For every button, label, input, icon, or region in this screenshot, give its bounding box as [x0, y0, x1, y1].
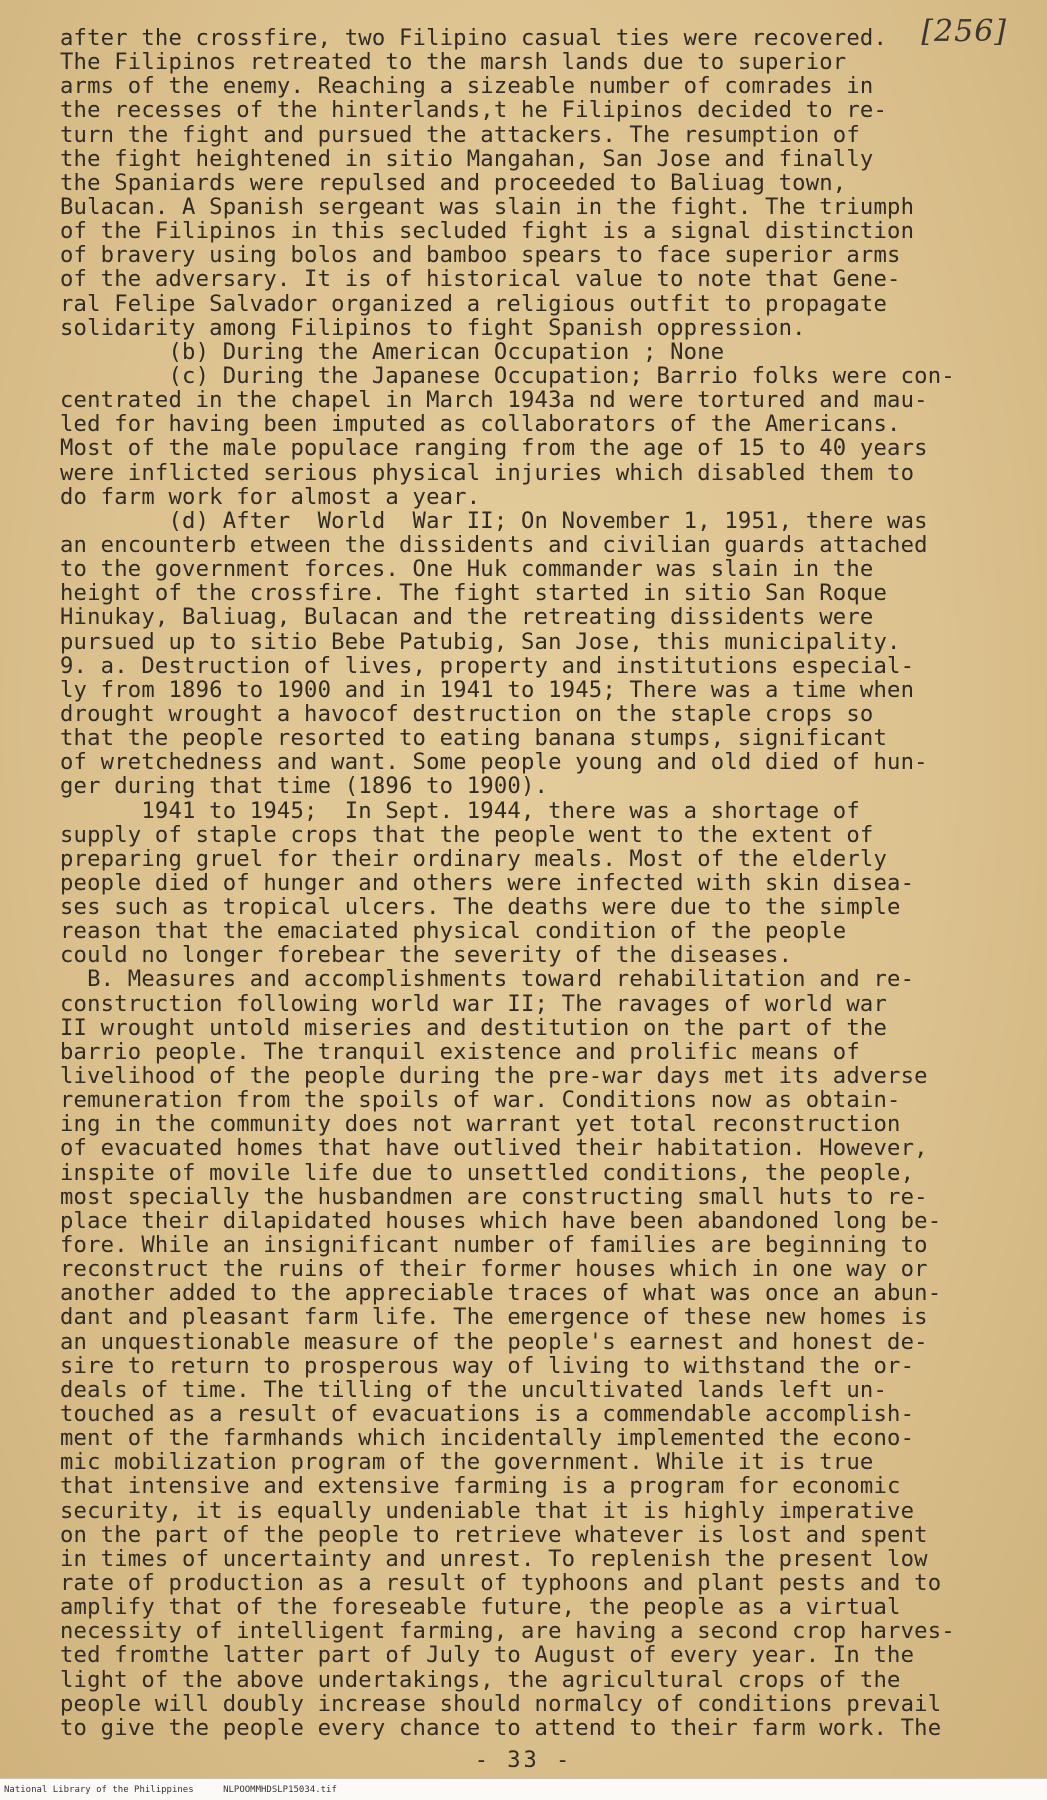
text-line: of wretchedness and want. Some people young and old died of hun-: [60, 749, 928, 776]
page-number: - 33 -: [474, 1748, 573, 1773]
text-line: Bulacan. A Spanish sergeant was slain in the fight. The triumph: [60, 193, 915, 220]
text-line: turn the fight and pursued the attackers. The resumption of: [60, 121, 860, 148]
text-line: ing in the community does not warrant yet total reconstruction: [60, 1111, 901, 1138]
text-line: dant and pleasant farm life. The emergence of these new homes is: [60, 1304, 928, 1331]
text-line: in times of uncertainty and unrest. To replenish the present low: [60, 1545, 928, 1572]
text-line: light of the above undertakings, the agricultural crops of the: [60, 1666, 901, 1693]
text-line: ses such as tropical ulcers. The deaths were due to the simple: [60, 894, 901, 921]
text-line: 9. a. Destruction of lives, property and institutions especial-: [60, 652, 915, 679]
scan-footer: [0, 1778, 1047, 1800]
text-line: arms of the enemy. Reaching a sizeable number of comrades in: [60, 73, 874, 100]
text-line: fore. While an insignificant number of families are beginning to: [60, 1232, 928, 1259]
text-line: of evacuated homes that have outlived their habitation. However,: [60, 1135, 928, 1162]
text-line: people will doubly increase should normalcy of conditions prevail: [60, 1690, 942, 1717]
text-line: led for having been imputed as collaborators of the Americans.: [60, 411, 901, 438]
text-line: pursued up to sitio Bebe Patubig, San Jose, this municipality.: [60, 628, 901, 655]
text-line: drought wrought a havocof destruction on the staple crops so: [60, 700, 874, 727]
text-line: do farm work for almost a year.: [60, 483, 481, 510]
text-line: reconstruct the ruins of their former houses which in one way or: [60, 1256, 928, 1283]
typed-body-text: [60, 26, 1000, 1740]
text-line: after the crossfire, two Filipino casual ties were recovered.: [60, 25, 888, 51]
text-line: to give the people every chance to attend to their farm work. The: [60, 1714, 942, 1741]
text-line: (d) After World War II; On November 1, 1951, there was: [60, 507, 928, 534]
text-line: on the part of the people to retrieve whatever is lost and spent: [60, 1521, 928, 1548]
text-line: an encounterb etween the dissidents and civilian guards attached: [60, 531, 928, 558]
footer-filename: NLPOOMMHDSLP15034.tif: [223, 1785, 337, 1795]
text-line: height of the crossfire. The fight started in sitio San Roque: [60, 580, 888, 607]
text-line: that intensive and extensive farming is a program for economic: [60, 1473, 901, 1500]
text-line: inspite of movile life due to unsettled conditions, the people,: [60, 1159, 915, 1186]
text-line: preparing gruel for their ordinary meals. Most of the elderly: [60, 845, 888, 872]
handwritten-page-note: [256]: [921, 14, 1007, 49]
text-line: place their dilapidated houses which have been abandoned long be-: [60, 1207, 942, 1234]
text-line: the fight heightened in sitio Mangahan, San Jose and finally: [60, 145, 874, 172]
text-line: ly from 1896 to 1900 and in 1941 to 1945; There was a time when: [60, 676, 915, 703]
text-line: 1941 to 1945; In Sept. 1944, there was a shortage of: [60, 797, 860, 824]
text-line: centrated in the chapel in March 1943a nd were tortured and mau-: [60, 387, 928, 414]
text-line: ted fromthe latter part of July to August of every year. In the: [60, 1642, 915, 1669]
text-line: The Filipinos retreated to the marsh lands due to superior: [60, 49, 847, 76]
text-line: that the people resorted to eating banana stumps, significant: [60, 725, 888, 752]
text-line: Hinukay, Baliuag, Bulacan and the retreating dissidents were: [60, 604, 874, 631]
text-line: (b) During the American Occupation ; None: [60, 338, 725, 365]
text-line: deals of time. The tilling of the uncultivated lands left un-: [60, 1376, 888, 1403]
text-line: of the adversary. It is of historical value to note that Gene-: [60, 266, 901, 293]
text-line: people died of hunger and others were infected with skin disea-: [60, 869, 915, 896]
text-line: ment of the farmhands which incidentally implemented the econo-: [60, 1425, 915, 1452]
text-line: B. Measures and accomplishments toward rehabilitation and re-: [60, 966, 915, 993]
text-line: were inflicted serious physical injuries which disabled them to: [60, 459, 915, 486]
text-line: an unquestionable measure of the people's earnest and honest de-: [60, 1328, 928, 1355]
text-line: necessity of intelligent farming, are having a second crop harves-: [60, 1618, 955, 1645]
text-line: livelihood of the people during the pre-war days met its adverse: [60, 1063, 928, 1090]
text-line: ger during that time (1896 to 1900).: [60, 773, 549, 800]
text-line: of the Filipinos in this secluded fight is a signal distinction: [60, 218, 915, 245]
text-line: Most of the male populace ranging from the age of 15 to 40 years: [60, 435, 928, 462]
text-line: sire to return to prosperous way of living to withstand the or-: [60, 1352, 915, 1379]
text-line: rate of production as a result of typhoons and plant pests and to: [60, 1570, 942, 1596]
text-line: to the government forces. One Huk commander was slain in the: [60, 556, 874, 583]
text-line: another added to the appreciable traces of what was once an abun-: [60, 1280, 942, 1307]
text-line: II wrought untold miseries and destitution on the part of the: [60, 1014, 888, 1041]
text-line: (c) During the Japanese Occupation; Barrio folks were con-: [60, 362, 955, 389]
text-line: could no longer forebear the severity of the diseases.: [60, 942, 793, 969]
text-line: solidarity among Filipinos to fight Spanish oppression.: [60, 314, 806, 341]
text-line: ral Felipe Salvador organized a religious outfit to propagate: [60, 290, 888, 317]
text-line: the Spaniards were repulsed and proceeded to Baliuag town,: [60, 169, 847, 196]
text-line: reason that the emaciated physical condition of the people: [60, 918, 847, 945]
footer-institution: National Library of the Philippines: [4, 1785, 194, 1795]
text-line: of bravery using bolos and bamboo spears to face superior arms: [60, 242, 901, 269]
text-line: construction following world war II; The ravages of world war: [60, 990, 888, 1017]
text-line: amplify that of the foreseable future, the people as a virtual: [60, 1594, 901, 1621]
text-line: supply of staple crops that the people went to the extent of: [60, 821, 874, 848]
text-line: touched as a result of evacuations is a commendable accomplish-: [60, 1401, 915, 1428]
text-line: security, it is equally undeniable that it is highly imperative: [60, 1497, 915, 1524]
text-line: most specially the husbandmen are constructing small huts to re-: [60, 1183, 928, 1210]
text-line: the recesses of the hinterlands,t he Filipinos decided to re-: [60, 97, 888, 124]
text-line: barrio people. The tranquil existence and prolific means of: [60, 1038, 860, 1065]
text-line: mic mobilization program of the government. While it is true: [60, 1449, 874, 1476]
text-line: remuneration from the spoils of war. Conditions now as obtain-: [60, 1087, 901, 1114]
